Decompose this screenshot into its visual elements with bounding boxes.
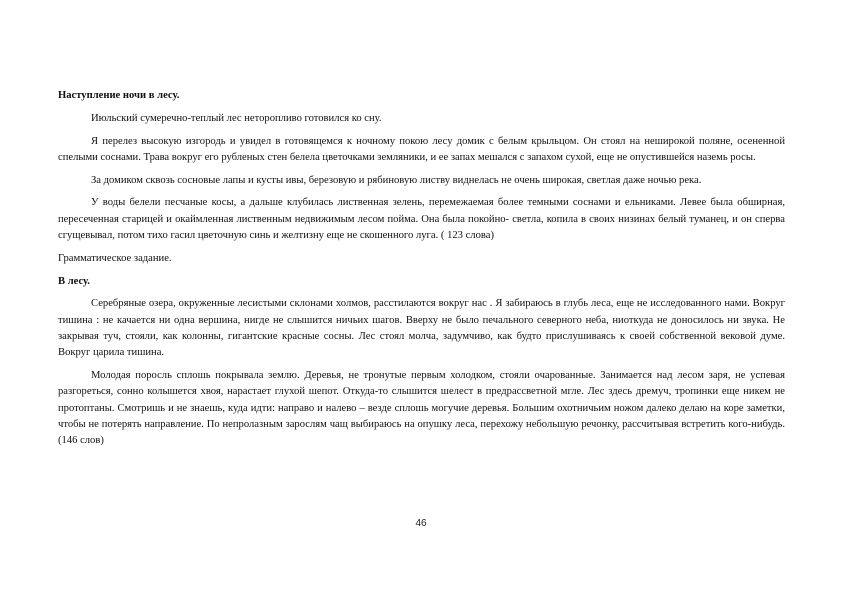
paragraph: Июльский сумеречно-теплый лес неторопливо готовился ко сну. [91,112,382,124]
page-number: 46 [415,518,427,529]
paragraph: За домиком сквозь сосновые лапы и кусты ивы, березовую и рябиновую листву виднелась не очень широкая, светлая даже ночью река. [91,174,702,186]
paragraph: У воды белели песчаные косы, а дальше клубилась лиственная зелень, перемежаемая более темными соснами и ельниками. Левее была обширная, пересеченная старицей и окаймленная лиственным недвижимым лесом пойма. Она была покойно- светла, копила в своих низинах белый туманец, и он сперва сгущевывал, потом тихо гасил цветочную синь и желтизну еще не скошенного луга. ( 123 слова) [58,197,785,242]
paragraph: Молодая поросль сплошь покрывала землю. Деревья, не тронутые первым холодком, стояли очарованные. Занимается над лесом заря, не успевая разгореться, сонно колышется хвоя, нарастает глухой шепот. Откуда-то слышится шелест в предрассветной мгле. Лес здесь дремуч, тропинки еще никем не протоптаны. Смотришь и не знаешь, куда идти: направо и налево – везде сплошь могучие деревья. Большим охотничьим ножом далеко делаю на коре заметки, чтобы не потерять направление. По непролазным зарослям чащ выбираюсь на опушку леса, перехожу небольшую речонку, рассчитывая встретить кого-нибудь. (146 слов) [58,370,785,447]
section-title-night-in-forest: Наступление ночи в лесу. [58,90,180,101]
section-title-in-forest: В лесу. [58,275,90,287]
paragraph: Серебряные озера, окруженные лесистыми склонами холмов, расстилаются вокруг нас . Я забираюсь в глубь леса, еще не исследованного нами. Вокруг тишина : не качается ни одна вершина, нигде не слышится ничьих шагов. Вверху не было печального северного неба, ниоткуда не доносилось ни звука. Не закрывая туч, стояли, как колонны, гигантские красные сосны. Лес стоял молча, задумчиво, как будто прислушиваясь к своей собственной вековой думе. Вокруг царила тишина. [58,298,785,359]
paragraph: Я перелез высокую изгородь и увидел в готовящемся к ночному покою лесу домик с белым крыльцом. Он стоял на неширокой поляне, осененной спелыми соснами. Трава вокруг его рубленых стен белела цветочками земляники, и ее запах мешался с запахом сухой, еще не опустившейся наземь росы. [58,135,785,163]
grammar-task-label: Грамматическое задание. [58,252,172,264]
document-body [58,88,785,456]
